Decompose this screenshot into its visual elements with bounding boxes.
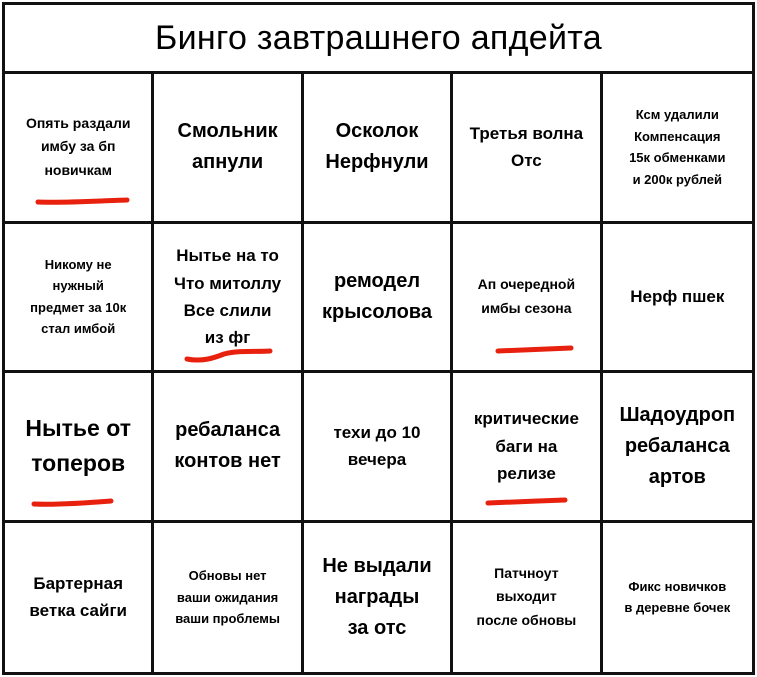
bingo-cell-text: Опять раздали имбу за бп новичкам — [25, 114, 131, 179]
bingo-cell — [154, 224, 303, 374]
bingo-cell — [5, 74, 154, 224]
bingo-cell-text: Никому не нужный предмет за 10к стал имбой — [30, 256, 127, 337]
bingo-cell-text: Ап очередной имбы сезона — [477, 275, 576, 316]
bingo-cell-text: критические баги на релизе — [473, 409, 579, 483]
bingo-cell — [304, 74, 453, 224]
bingo-cell-text: Третья волна Отс — [469, 124, 584, 171]
bingo-cell — [5, 373, 154, 523]
bingo-cell-text: Фикс новичков в деревне бочек — [624, 578, 731, 616]
bingo-cell — [304, 523, 453, 673]
red-underline-mark — [485, 496, 569, 508]
bingo-cell — [453, 74, 602, 224]
bingo-cell-text: Нерф пшек — [630, 287, 725, 307]
red-underline-mark — [31, 496, 115, 510]
bingo-title: Бинго завтрашнего апдейта — [5, 5, 752, 74]
bingo-cell-text: Нытье на то Что митоллу Все слили из фг — [174, 246, 282, 347]
bingo-cell-text: Смольник апнули — [177, 120, 278, 174]
bingo-board — [2, 2, 755, 675]
bingo-cell — [603, 523, 752, 673]
red-underline-mark — [495, 344, 575, 356]
bingo-cell — [304, 224, 453, 374]
bingo-cell-text: Обновы нет ваши ожидания ваши проблемы — [175, 568, 280, 626]
bingo-cell-text: Шадоудроп ребаланса артов — [619, 403, 736, 488]
bingo-cell-text: Нытье от топеров — [25, 414, 131, 477]
bingo-cell-text: Не выдали награды за отс — [322, 554, 432, 639]
bingo-cell — [603, 74, 752, 224]
bingo-cell — [304, 373, 453, 523]
bingo-cell — [154, 74, 303, 224]
bingo-cell — [154, 373, 303, 523]
bingo-cell — [5, 224, 154, 374]
bingo-cell-text: ремодел крысолова — [322, 269, 432, 323]
bingo-cell-text: техи до 10 вечера — [333, 423, 421, 470]
bingo-cell-text: Осколок Нерфнули — [325, 120, 429, 174]
bingo-cell — [453, 224, 602, 374]
red-underline-mark — [35, 195, 131, 207]
bingo-cell-text: Бартерная ветка сайги — [29, 574, 127, 621]
bingo-cell — [603, 373, 752, 523]
bingo-cell-text: Патчноут выходит после обновы — [476, 564, 577, 629]
bingo-cell — [154, 523, 303, 673]
bingo-cell — [453, 523, 602, 673]
bingo-grid — [5, 74, 752, 672]
bingo-cell — [453, 373, 602, 523]
bingo-cell — [603, 224, 752, 374]
bingo-cell-text: ребаланса контов нет — [174, 419, 281, 473]
bingo-cell-text: Ксм удалили Компенсация 15к обменками и 200к рублей — [629, 107, 726, 187]
bingo-cell — [5, 523, 154, 673]
